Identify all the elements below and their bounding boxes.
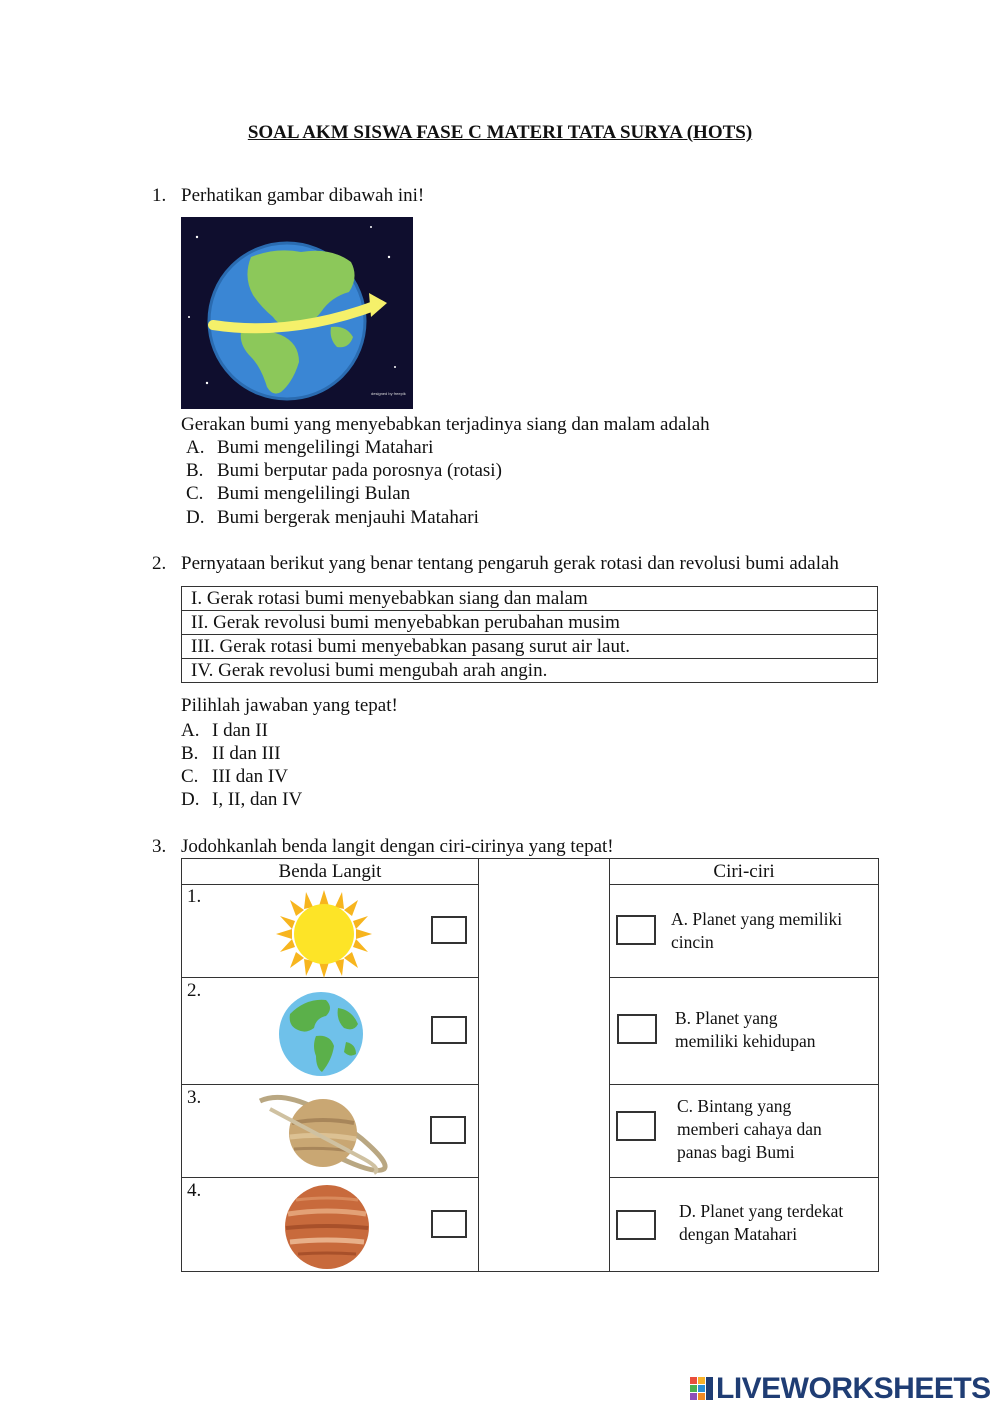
answer-box-ciri-a[interactable] <box>616 915 656 945</box>
q1-option-a[interactable] <box>186 436 433 459</box>
option-letter: B. <box>186 460 204 481</box>
q1-prompt: Perhatikan gambar dibawah ini! <box>181 185 425 206</box>
q2-option-a[interactable] <box>181 719 268 742</box>
ciri-row-a <box>610 884 878 978</box>
page-title: SOAL AKM SISWA FASE C MATERI TATA SURYA (HOTS) <box>247 122 753 143</box>
q2-option-d[interactable] <box>181 788 302 811</box>
option-text: Bumi bergerak menjauhi Matahari <box>217 507 479 528</box>
answer-box-body-4[interactable] <box>431 1210 467 1238</box>
option-letter: D. <box>181 789 200 810</box>
body-row-4 <box>182 1178 478 1273</box>
body-row-1 <box>182 884 478 978</box>
earth-rotation-image <box>181 217 413 409</box>
answer-box-body-2[interactable] <box>431 1016 467 1044</box>
q1-option-d[interactable] <box>186 506 479 529</box>
answer-box-ciri-c[interactable] <box>616 1111 656 1141</box>
ciri-line: memberi cahaya dan <box>677 1119 822 1139</box>
q2-option-b[interactable] <box>181 742 281 765</box>
q2-number: 2. <box>152 553 167 574</box>
statement-row: I. Gerak rotasi bumi menyebabkan siang dan malam <box>182 587 877 611</box>
q2-prompt: Pernyataan berikut yang benar tentang pengaruh gerak rotasi dan revolusi bumi adalah <box>181 553 839 574</box>
ciri-c-text <box>677 1095 822 1164</box>
statement-row: II. Gerak revolusi bumi menyebabkan perubahan musim <box>182 611 877 635</box>
ciri-line: panas bagi Bumi <box>677 1142 795 1162</box>
q1-question: Gerakan bumi yang menyebabkan terjadinya siang dan malam adalah <box>181 414 710 435</box>
ciri-a-text <box>671 908 842 954</box>
option-letter: C. <box>186 483 204 504</box>
liveworksheets-brand <box>690 1372 991 1406</box>
option-letter: A. <box>186 437 205 458</box>
q1-option-b[interactable] <box>186 459 502 482</box>
ciri-line: D. Planet yang terdekat <box>679 1201 844 1221</box>
answer-box-ciri-b[interactable] <box>617 1014 657 1044</box>
matching-gap-column <box>478 858 610 1272</box>
ciri-b-text <box>675 1007 815 1053</box>
body-number: 1. <box>187 886 202 907</box>
ciri-row-d <box>610 1178 878 1273</box>
celestial-bodies-column <box>181 858 479 1272</box>
option-letter: B. <box>181 743 199 764</box>
answer-box-body-1[interactable] <box>431 916 467 944</box>
ciri-line: memiliki kehidupan <box>675 1031 816 1051</box>
statements-table <box>181 586 878 683</box>
header-benda-langit: Benda Langit <box>182 859 478 885</box>
body-number: 4. <box>187 1180 202 1201</box>
answer-box-ciri-d[interactable] <box>616 1210 656 1240</box>
brand-text: LIVEWORKSHEETS <box>716 1372 991 1405</box>
statement-row: III. Gerak rotasi bumi menyebabkan pasang surut air laut. <box>182 635 877 659</box>
earth-image <box>276 990 366 1078</box>
saturn-image <box>254 1087 392 1175</box>
answer-box-body-3[interactable] <box>430 1116 466 1144</box>
q3-number: 3. <box>152 836 167 857</box>
liveworksheets-logo-icon <box>690 1377 714 1401</box>
option-text: I dan II <box>212 720 268 741</box>
ciri-line: B. Planet yang <box>675 1008 778 1028</box>
q1-option-c[interactable] <box>186 482 410 505</box>
body-row-2 <box>182 978 478 1085</box>
option-text: Bumi berputar pada porosnya (rotasi) <box>217 460 502 481</box>
q3-prompt: Jodohkanlah benda langit dengan ciri-cirinya yang tepat! <box>181 836 614 857</box>
q2-instruction: Pilihlah jawaban yang tepat! <box>181 695 398 716</box>
body-number: 2. <box>187 980 202 1001</box>
body-row-3 <box>182 1085 478 1178</box>
q1-number: 1. <box>152 185 167 206</box>
q2-option-c[interactable] <box>181 765 288 788</box>
ciri-line: cincin <box>671 932 714 952</box>
ciri-line: A. Planet yang memiliki <box>671 909 843 929</box>
sun-image <box>276 890 372 978</box>
matching-table <box>181 858 879 1272</box>
option-text: Bumi mengelilingi Matahari <box>217 437 434 458</box>
jupiter-image <box>284 1184 370 1270</box>
option-text: I, II, dan IV <box>212 789 303 810</box>
characteristics-column <box>609 858 879 1272</box>
ciri-row-c <box>610 1085 878 1178</box>
option-letter: C. <box>181 766 199 787</box>
option-letter: D. <box>186 507 205 528</box>
ciri-line: C. Bintang yang <box>677 1096 792 1116</box>
option-text: III dan IV <box>212 766 288 787</box>
option-text: Bumi mengelilingi Bulan <box>217 483 411 504</box>
ciri-line: dengan Matahari <box>679 1224 798 1244</box>
option-letter: A. <box>181 720 200 741</box>
body-number: 3. <box>187 1087 202 1108</box>
image-credit: designed by freepik <box>371 391 406 396</box>
option-text: II dan III <box>212 743 281 764</box>
header-ciri-ciri: Ciri-ciri <box>610 859 878 885</box>
ciri-row-b <box>610 978 878 1085</box>
ciri-d-text <box>679 1200 843 1246</box>
statement-row: IV. Gerak revolusi bumi mengubah arah angin. <box>191 660 548 681</box>
